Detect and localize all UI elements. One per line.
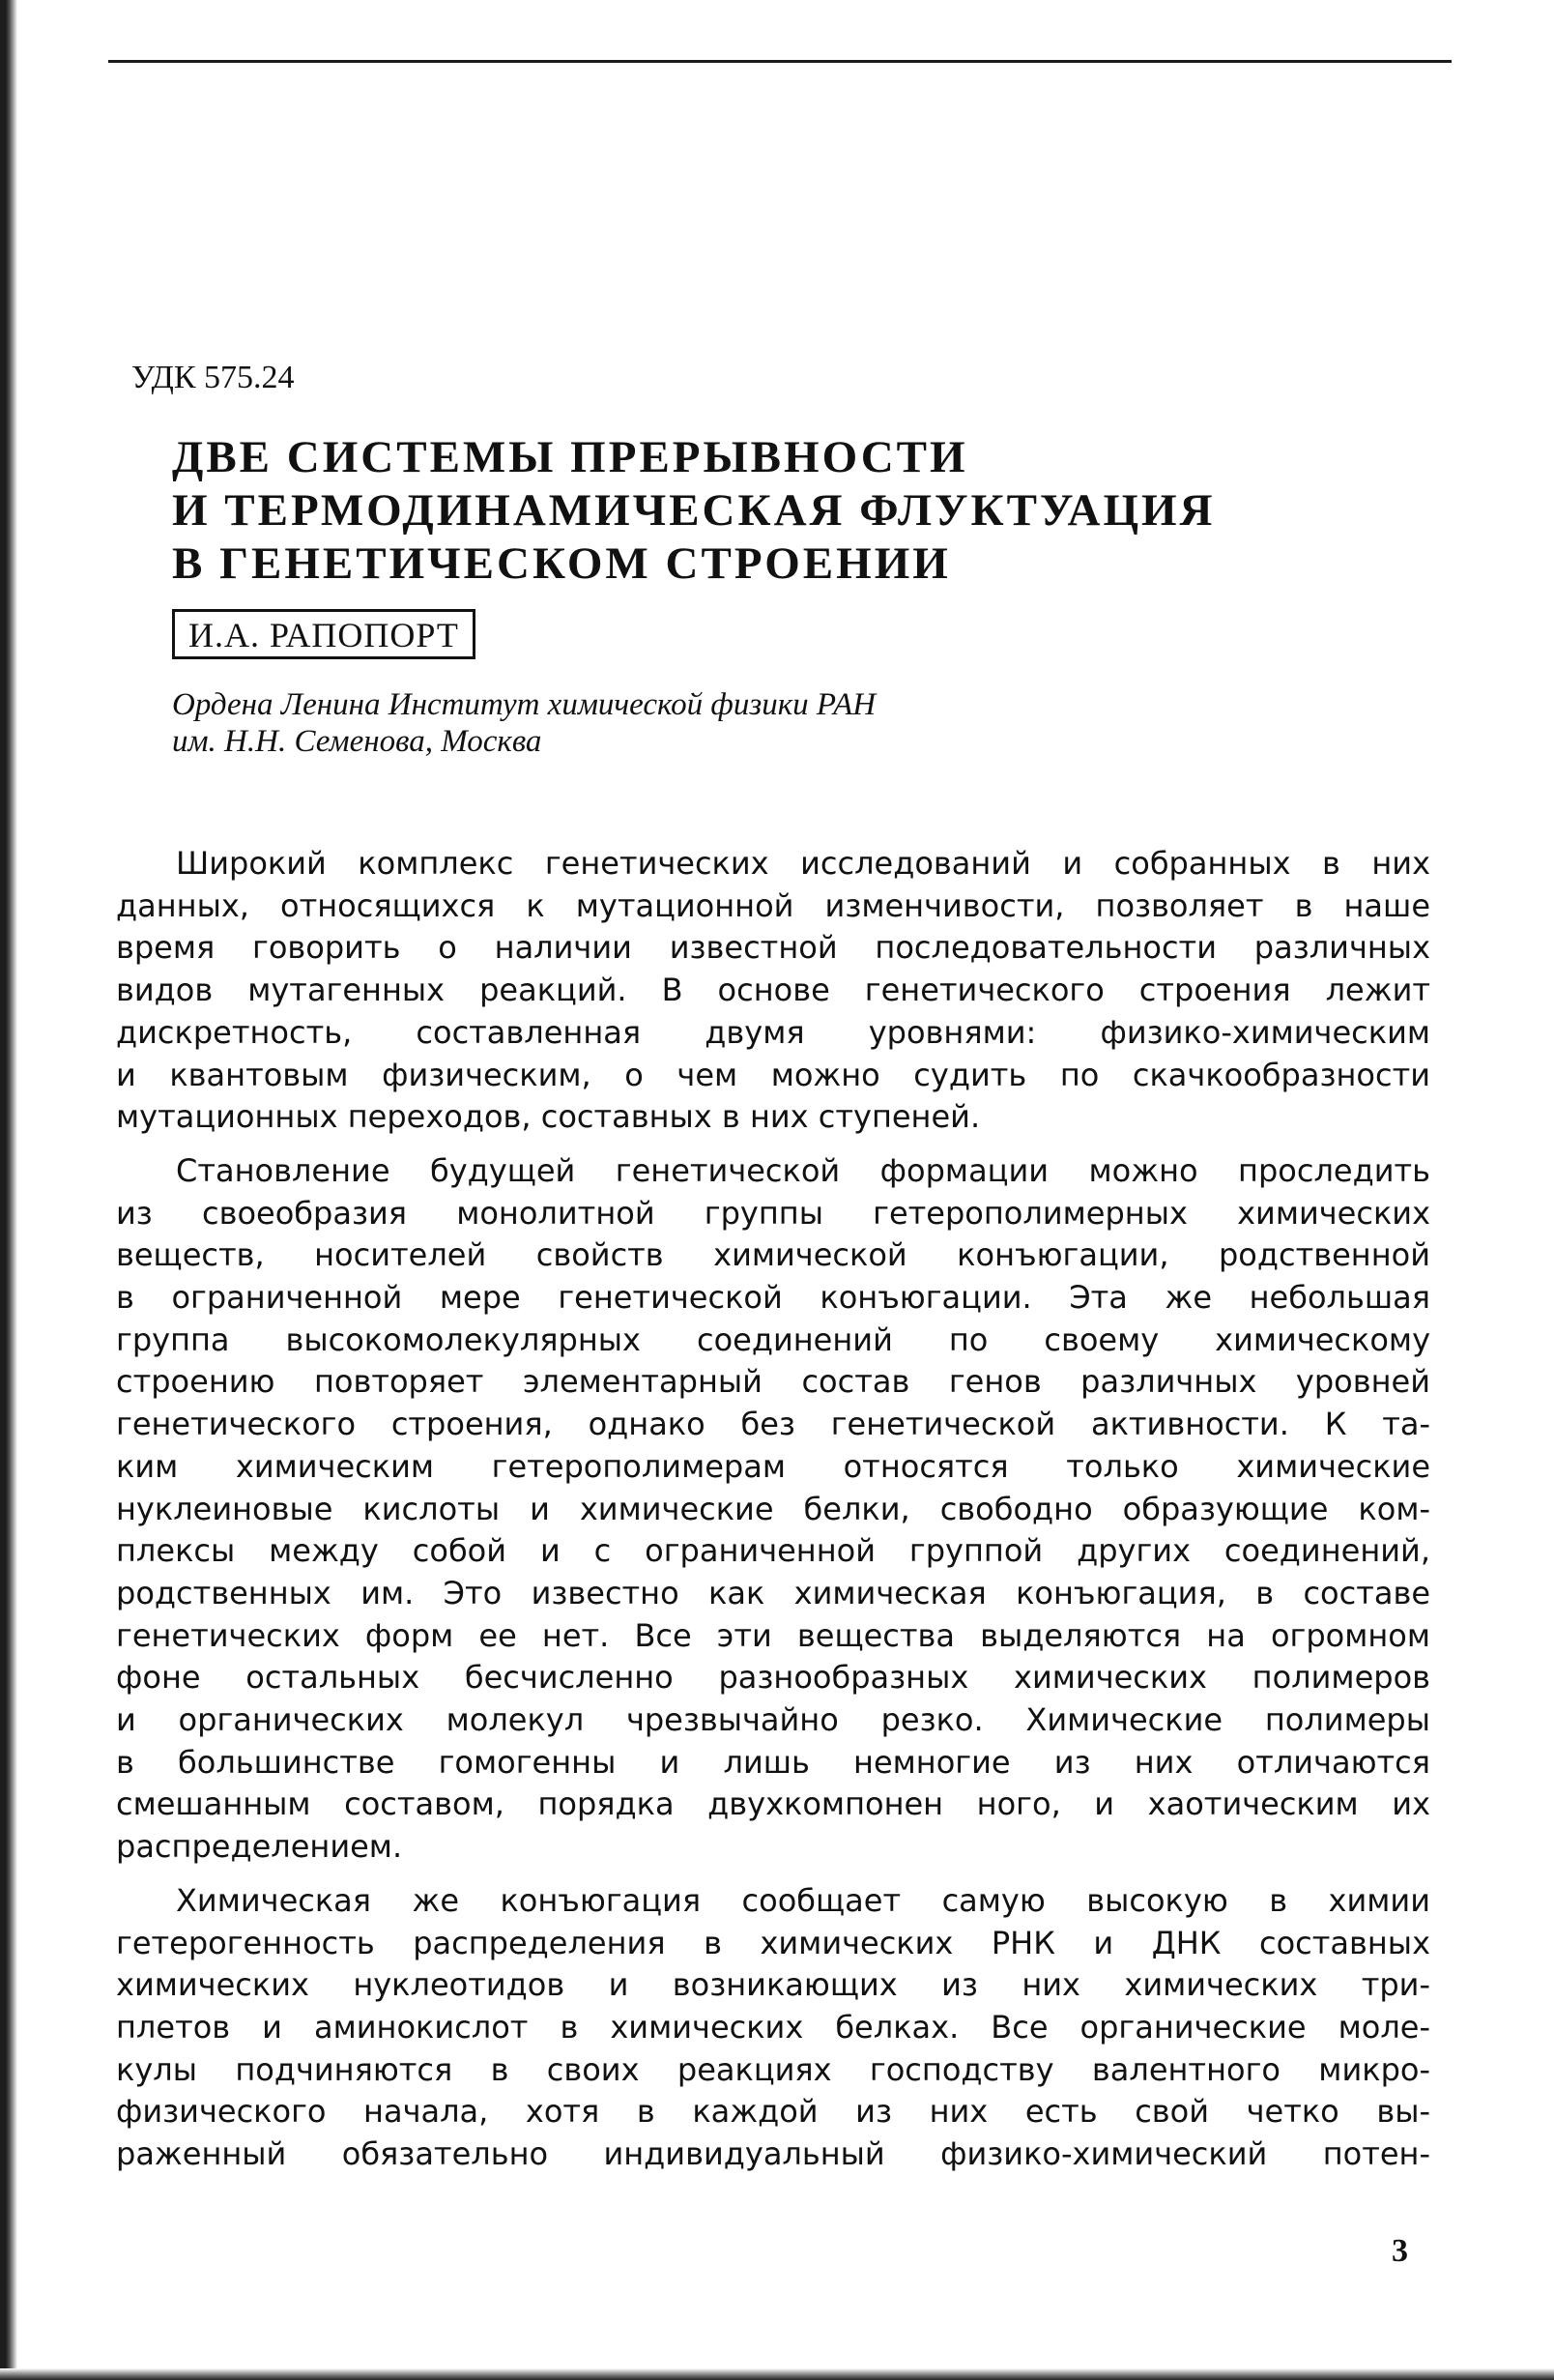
- text-line: плексы между собой и с ограниченной группой других соединений,: [116, 1532, 1430, 1570]
- paragraph-2: [116, 1150, 1430, 1869]
- text-line: нуклеиновые кислоты и химические белки, свободно образующие ком-: [116, 1490, 1430, 1527]
- affiliation: [172, 686, 876, 760]
- text-line: родственных им. Это известно как химическая конъюгация, в составе: [116, 1574, 1430, 1611]
- text-line: кулы подчиняются в своих реакциях господству валентного микро-: [116, 2050, 1430, 2088]
- title-line: И ТЕРМОДИНАМИЧЕСКАЯ ФЛУКТУАЦИЯ: [172, 485, 1216, 536]
- text-line: видов мутагенных реакций. В основе генетического строения лежит: [116, 972, 1430, 1009]
- text-line: ким химическим гетерополимерам относятся только химические: [116, 1447, 1430, 1485]
- text-line: время говорить о наличии известной последовательности различных: [116, 929, 1430, 967]
- affiliation-line: им. Н.Н. Семенова, Москва: [172, 724, 542, 759]
- text-line: данных, относящихся к мутационной изменчивости, позволяет в наше: [116, 886, 1430, 924]
- text-line: Широкий комплекс генетических исследований и собранных в них: [176, 845, 1430, 882]
- text-line: генетического строения, однако без генетической активности. К та-: [116, 1406, 1430, 1443]
- text-line: группа высокомолекулярных соединений по своему химическому: [116, 1321, 1430, 1358]
- paragraph-1: [116, 843, 1430, 1139]
- text-line: химических нуклеотидов и возникающих из них химических три-: [116, 1966, 1430, 2004]
- text-line: физического начала, хотя в каждой из них есть свой четко вы-: [116, 2093, 1430, 2131]
- article-body: [116, 843, 1430, 2188]
- text-line: и квантовым физическим, о чем можно судить по скачкообразности: [116, 1056, 1430, 1093]
- text-line: Химическая же конъюгация сообщает самую высокую в химии: [176, 1881, 1430, 1919]
- text-line: веществ, носителей свойств химической конъюгации, родственной: [116, 1236, 1430, 1274]
- scan-left-edge: [0, 0, 17, 2380]
- text-line: раженный обязательно индивидуальный физико-химический потен-: [116, 2135, 1430, 2173]
- text-line: смешанным составом, порядка двухкомпонен ного, и хаотическим их: [116, 1785, 1430, 1823]
- text-line: генетических форм ее нет. Все эти вещества выделяются на огромном: [116, 1616, 1430, 1654]
- text-line: гетерогенность распределения в химических РНК и ДНК составных: [116, 1924, 1430, 1961]
- affiliation-line: Ордена Ленина Институт химической физики РАН: [172, 687, 877, 722]
- text-line: строению повторяет элементарный состав генов различных уровней: [116, 1363, 1430, 1401]
- article-title: [172, 431, 1216, 591]
- paragraph-3: [116, 1880, 1430, 2176]
- author-box: И.А. РАПОПОРТ: [172, 609, 475, 659]
- text-line: в ограниченной мере генетической конъюгации. Эта же небольшая: [116, 1279, 1430, 1317]
- text-line: мутационных переходов, составных в них ступеней.: [116, 1098, 981, 1136]
- text-line: фоне остальных бесчисленно разнообразных химических полимеров: [116, 1659, 1430, 1697]
- text-line: в большинстве гомогенны и лишь немногие из них отличаются: [116, 1743, 1430, 1781]
- scan-bottom-edge: [0, 2368, 1554, 2380]
- title-line: В ГЕНЕТИЧЕСКОМ СТРОЕНИИ: [172, 538, 951, 589]
- text-line: и органических молекул чрезвычайно резко. Химические полимеры: [116, 1701, 1430, 1739]
- title-line: ДВЕ СИСТЕМЫ ПРЕРЫВНОСТИ: [172, 432, 968, 482]
- text-line: дискретность, составленная двумя уровнями: физико-химическим: [116, 1013, 1430, 1051]
- udk-code: УДК 575.24: [131, 360, 295, 395]
- header-rule: [108, 60, 1452, 63]
- text-line: плетов и аминокислот в химических белках. Все органические моле-: [116, 2008, 1430, 2046]
- text-line: из своеобразия монолитной группы гетерополимерных химических: [116, 1194, 1430, 1232]
- text-line: распределением.: [116, 1828, 403, 1866]
- page-number: 3: [1392, 2233, 1408, 2269]
- text-line: Становление будущей генетической формации можно проследить: [176, 1151, 1430, 1189]
